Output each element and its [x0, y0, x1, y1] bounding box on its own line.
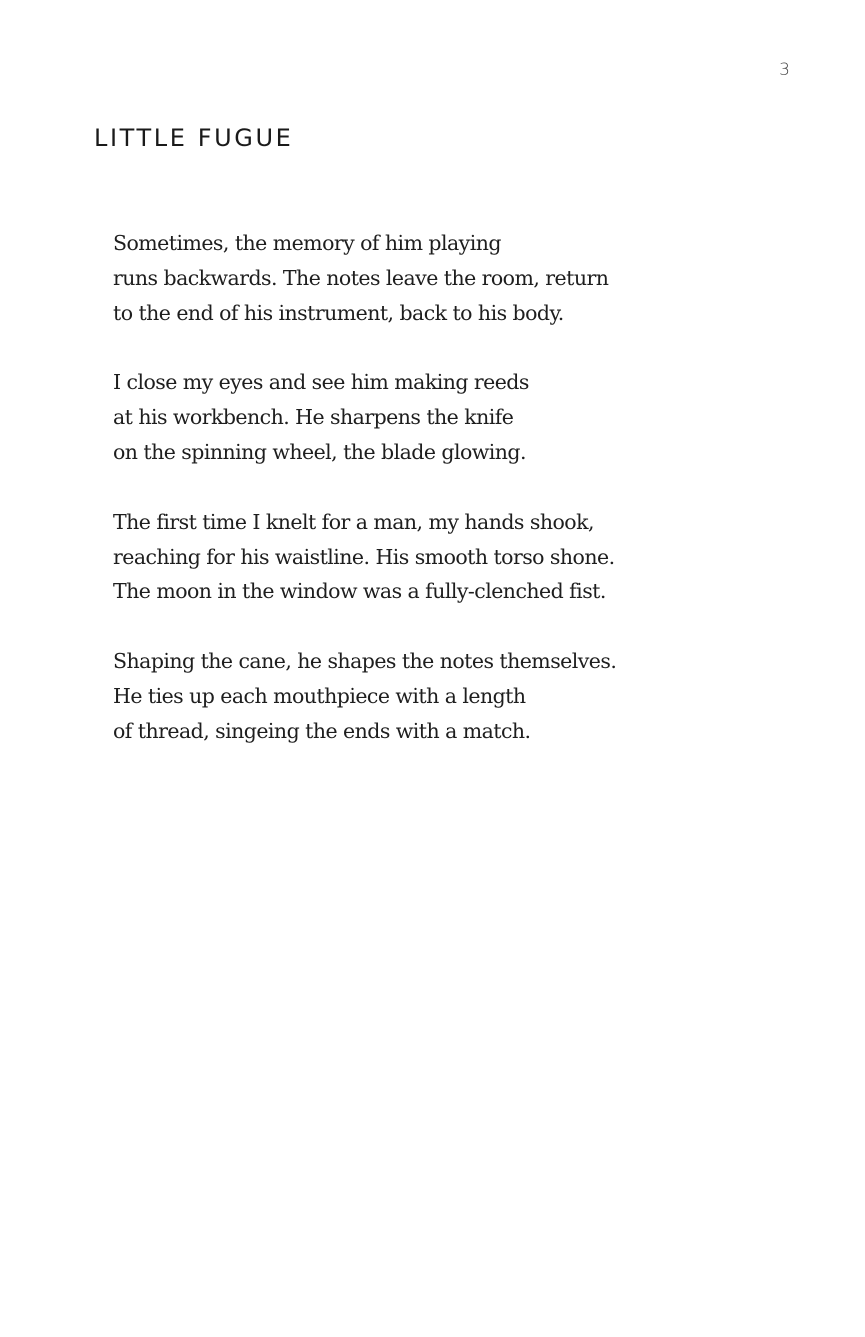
poem-line: of thread, singeing the ends with a match.: [113, 718, 531, 743]
poem-line: Shaping the cane, he shapes the notes themselves.: [113, 649, 617, 674]
poem-line: on the spinning wheel, the blade glowing.: [113, 439, 526, 464]
poem-line: Sometimes, the memory of him playing: [113, 231, 501, 255]
poem-line: The first time I knelt for a man, my hands shook,: [113, 509, 594, 534]
poem-line: The moon in the window was a fully-clenched fist.: [113, 579, 606, 604]
poem-line: I close my eyes and see him making reeds: [113, 370, 529, 395]
poem-line: to the end of his instrument, back to his body.: [113, 300, 564, 325]
poem-title: LITTLE FUGUE: [94, 124, 294, 152]
poem-line: He ties up each mouthpiece with a length: [113, 683, 526, 708]
stanza-3: [113, 505, 793, 609]
poem-line: reaching for his waistline. His smooth torso shone.: [113, 544, 615, 569]
stanza-1: [113, 226, 793, 330]
poem-body: [113, 226, 793, 784]
poem-line: at his workbench. He sharpens the knife: [113, 405, 514, 430]
stanza-4: [113, 644, 793, 748]
poem-line: runs backwards. The notes leave the room, return: [113, 265, 609, 290]
page-number: 3: [779, 60, 790, 80]
stanza-2: [113, 365, 793, 469]
